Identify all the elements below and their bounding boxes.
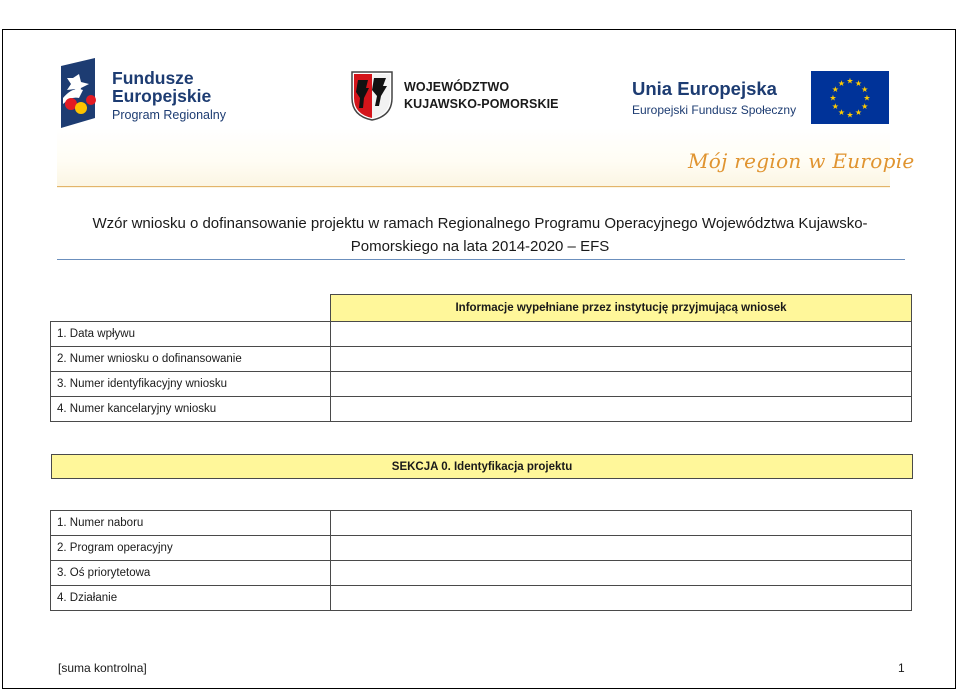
intake-header-spacer	[51, 295, 331, 322]
row-label: 2. Program operacyjny	[51, 536, 331, 561]
fundusze-line2: Europejskie	[112, 85, 212, 106]
eu-star-icon: ★	[837, 108, 846, 118]
program-operacyjny-field[interactable]	[331, 536, 912, 561]
table-row	[51, 511, 912, 536]
section0-table	[50, 510, 912, 611]
unia-line1: Unia Europejska	[632, 78, 777, 99]
eu-star-icon: ★	[861, 85, 869, 94]
eu-star-icon: ★	[863, 93, 871, 103]
fundusze-line1: Fundusze	[112, 68, 194, 88]
row-label: 3. Numer identyfikacyjny wniosku	[51, 372, 331, 397]
row-label: 1. Numer naboru	[51, 511, 331, 536]
intake-header-row	[51, 295, 912, 322]
table-row	[51, 322, 912, 347]
title-line2: Pomorskiego na lata 2014-2020 – EFS	[350, 238, 610, 255]
wojewodztwo-text	[404, 79, 559, 113]
fundusze-star-icon	[59, 58, 99, 130]
table-row	[51, 586, 912, 611]
checksum-label: [suma kontrolna]	[58, 661, 147, 675]
dzialanie-field[interactable]	[331, 586, 912, 611]
numer-naboru-field[interactable]	[331, 511, 912, 536]
unia-europejska-text	[632, 78, 796, 117]
row-label: 4. Działanie	[51, 586, 331, 611]
eu-star-icon: ★	[837, 78, 846, 88]
row-label: 1. Data wpływu	[51, 322, 331, 347]
row-label: 3. Oś priorytetowa	[51, 561, 331, 586]
row-label: 4. Numer kancelaryjny wniosku	[51, 397, 331, 422]
motto-divider	[57, 186, 890, 187]
eu-star-icon: ★	[861, 102, 869, 111]
table-row	[51, 397, 912, 422]
wojewodztwo-crest	[350, 70, 394, 127]
eu-star-icon: ★	[829, 93, 837, 103]
fundusze-line3: Program Regionalny	[112, 107, 226, 122]
title-line1: Wzór wniosku o dofinansowanie projektu w ramach Regionalnego Programu Operacyjnego Województwa Kujawsko-	[92, 215, 868, 232]
row-label: 2. Numer wniosku o dofinansowanie	[51, 347, 331, 372]
motto-text: Mój region w Europie	[688, 149, 915, 173]
eu-star-icon: ★	[831, 85, 839, 94]
eu-star-icon: ★	[854, 108, 863, 118]
eu-star-icon: ★	[846, 76, 854, 86]
coat-of-arms-icon	[350, 70, 394, 122]
table-row	[51, 561, 912, 586]
eu-star-icon: ★	[846, 110, 854, 120]
table-row	[51, 372, 912, 397]
intake-info-table	[50, 294, 912, 422]
unia-line2: Europejski Fundusz Społeczny	[632, 103, 797, 117]
numer-kancelaryjny-field[interactable]	[331, 397, 912, 422]
title-underline	[57, 259, 905, 260]
wojewodztwo-line1: WOJEWÓDZTWO	[404, 80, 510, 94]
eu-star-icon: ★	[831, 102, 839, 111]
os-priorytetowa-field[interactable]	[331, 561, 912, 586]
wojewodztwo-line2: KUJAWSKO-POMORSKIE	[404, 96, 559, 111]
table-row	[51, 347, 912, 372]
eu-star-icon: ★	[854, 78, 863, 88]
section0-header: SEKCJA 0. Identyfikacja projektu	[51, 454, 913, 479]
fundusze-europejskie-text	[112, 70, 226, 121]
data-wplywu-field[interactable]	[331, 322, 912, 347]
intake-header: Informacje wypełniane przez instytucję przyjmującą wniosek	[331, 295, 912, 322]
numer-wniosku-field[interactable]	[331, 347, 912, 372]
page-number: 1	[898, 661, 905, 675]
document-title	[40, 212, 920, 258]
eu-flag-icon	[811, 71, 889, 124]
numer-identyfikacyjny-field[interactable]	[331, 372, 912, 397]
table-row	[51, 536, 912, 561]
